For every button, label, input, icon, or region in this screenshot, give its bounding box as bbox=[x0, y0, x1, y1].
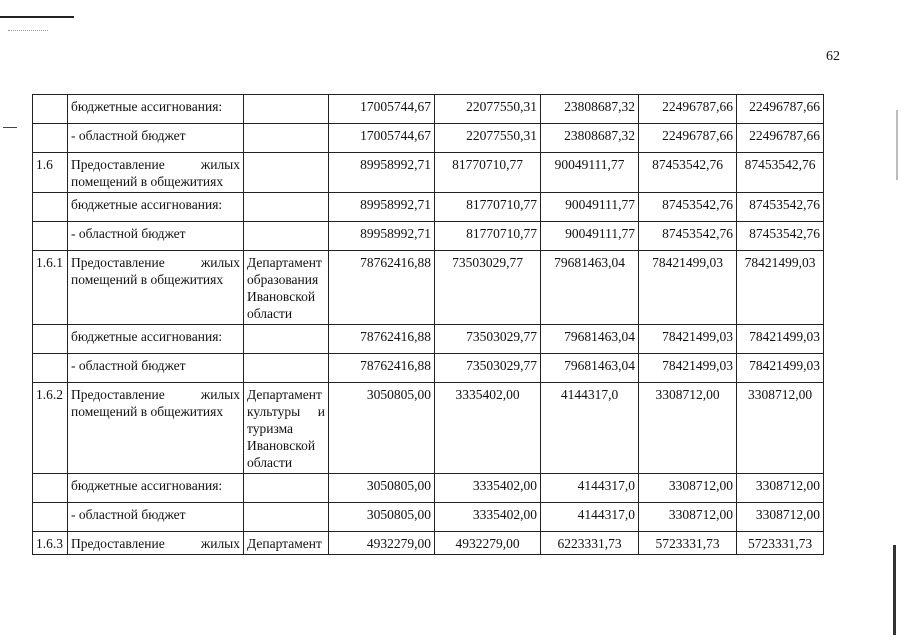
row-name-word-b: жилых bbox=[200, 157, 240, 172]
value-cell: 5723331,73 bbox=[737, 532, 824, 555]
value-cell: 90049111,77 bbox=[541, 153, 639, 193]
row-name-cell bbox=[68, 532, 244, 555]
value-cell: 81770710,77 bbox=[435, 222, 541, 251]
scan-artifact-dots bbox=[8, 30, 48, 31]
table-row-subtotal bbox=[33, 222, 824, 251]
budget-table bbox=[32, 94, 824, 555]
scan-artifact-right-edge-faint bbox=[896, 110, 898, 180]
row-name-cell: бюджетные ассигнования: bbox=[68, 474, 244, 503]
value-cell: 3308712,00 bbox=[639, 503, 737, 532]
value-cell: 81770710,77 bbox=[435, 193, 541, 222]
value-cell: 89958992,71 bbox=[329, 222, 435, 251]
value-cell: 3308712,00 bbox=[737, 383, 824, 474]
row-name-line2: помещений в общежитиях bbox=[71, 174, 224, 189]
row-name-cell: бюджетные ассигнования: bbox=[68, 325, 244, 354]
row-department-cell: Департамент образования Ивановской области bbox=[244, 251, 329, 325]
row-name-line1 bbox=[71, 254, 240, 271]
row-number-cell: 1.6.1 bbox=[33, 251, 68, 325]
row-number-cell bbox=[33, 503, 68, 532]
row-name-word-b: жилых bbox=[200, 255, 240, 270]
table-row-subtotal bbox=[33, 95, 824, 124]
table-row-subtotal bbox=[33, 503, 824, 532]
value-cell: 3335402,00 bbox=[435, 474, 541, 503]
value-cell: 4144317,0 bbox=[541, 383, 639, 474]
row-name-cell: - областной бюджет bbox=[68, 354, 244, 383]
value-cell: 3308712,00 bbox=[737, 474, 824, 503]
value-cell: 78762416,88 bbox=[329, 354, 435, 383]
value-cell: 3308712,00 bbox=[639, 474, 737, 503]
row-name-line1 bbox=[71, 386, 240, 403]
row-number-cell bbox=[33, 325, 68, 354]
table-row-subtotal bbox=[33, 474, 824, 503]
value-cell: 6223331,73 bbox=[541, 532, 639, 555]
row-number-cell bbox=[33, 124, 68, 153]
value-cell: 78421499,03 bbox=[737, 325, 824, 354]
row-name-cell bbox=[68, 251, 244, 325]
row-department-cell bbox=[244, 193, 329, 222]
value-cell: 22077550,31 bbox=[435, 95, 541, 124]
row-department-cell bbox=[244, 474, 329, 503]
value-cell: 87453542,76 bbox=[737, 193, 824, 222]
value-cell: 4144317,0 bbox=[541, 503, 639, 532]
value-cell: 79681463,04 bbox=[541, 325, 639, 354]
value-cell: 89958992,71 bbox=[329, 193, 435, 222]
value-cell: 3050805,00 bbox=[329, 383, 435, 474]
row-name-cell: - областной бюджет bbox=[68, 124, 244, 153]
value-cell: 73503029,77 bbox=[435, 251, 541, 325]
table-row-subtotal bbox=[33, 124, 824, 153]
row-number-cell bbox=[33, 95, 68, 124]
row-name-line1 bbox=[71, 535, 240, 552]
row-number-cell bbox=[33, 222, 68, 251]
value-cell: 78762416,88 bbox=[329, 251, 435, 325]
value-cell: 3308712,00 bbox=[639, 383, 737, 474]
value-cell: 78421499,03 bbox=[639, 325, 737, 354]
value-cell: 87453542,76 bbox=[639, 193, 737, 222]
row-name-word-b: жилых bbox=[200, 387, 240, 402]
value-cell: 5723331,73 bbox=[639, 532, 737, 555]
row-number-cell bbox=[33, 193, 68, 222]
value-cell: 78421499,03 bbox=[639, 354, 737, 383]
row-department-cell bbox=[244, 124, 329, 153]
row-name-cell bbox=[68, 383, 244, 474]
scan-artifact-top-line bbox=[0, 16, 74, 18]
value-cell: 22077550,31 bbox=[435, 124, 541, 153]
value-cell: 81770710,77 bbox=[435, 153, 541, 193]
value-cell: 73503029,77 bbox=[435, 354, 541, 383]
row-department-cell: Департамент bbox=[244, 532, 329, 555]
value-cell: 90049111,77 bbox=[541, 193, 639, 222]
value-cell: 23808687,32 bbox=[541, 95, 639, 124]
row-number-cell: 1.6.2 bbox=[33, 383, 68, 474]
value-cell: 73503029,77 bbox=[435, 325, 541, 354]
value-cell: 17005744,67 bbox=[329, 95, 435, 124]
value-cell: 87453542,76 bbox=[639, 153, 737, 193]
value-cell: 4932279,00 bbox=[435, 532, 541, 555]
value-cell: 87453542,76 bbox=[737, 153, 824, 193]
row-number-cell: 1.6 bbox=[33, 153, 68, 193]
value-cell: 87453542,76 bbox=[737, 222, 824, 251]
row-department-cell bbox=[244, 153, 329, 193]
value-cell: 79681463,04 bbox=[541, 354, 639, 383]
table-row-item bbox=[33, 532, 824, 555]
row-number-cell bbox=[33, 354, 68, 383]
row-department-cell bbox=[244, 503, 329, 532]
value-cell: 78421499,03 bbox=[737, 354, 824, 383]
value-cell: 87453542,76 bbox=[639, 222, 737, 251]
row-name-word-b: жилых bbox=[200, 536, 240, 551]
row-name-word-a: Предоставление bbox=[71, 387, 165, 402]
value-cell: 79681463,04 bbox=[541, 251, 639, 325]
value-cell: 3308712,00 bbox=[737, 503, 824, 532]
value-cell: 78421499,03 bbox=[737, 251, 824, 325]
value-cell: 89958992,71 bbox=[329, 153, 435, 193]
value-cell: 22496787,66 bbox=[639, 124, 737, 153]
value-cell: 22496787,66 bbox=[737, 95, 824, 124]
row-name-cell: бюджетные ассигнования: bbox=[68, 95, 244, 124]
value-cell: 78762416,88 bbox=[329, 325, 435, 354]
row-number-cell: 1.6.3 bbox=[33, 532, 68, 555]
row-department-cell bbox=[244, 354, 329, 383]
row-name-cell bbox=[68, 153, 244, 193]
value-cell: 23808687,32 bbox=[541, 124, 639, 153]
row-number-cell bbox=[33, 474, 68, 503]
row-name-cell: бюджетные ассигнования: bbox=[68, 193, 244, 222]
table-row-subtotal bbox=[33, 325, 824, 354]
table-row-subtotal bbox=[33, 193, 824, 222]
row-name-word-a: Предоставление bbox=[71, 255, 165, 270]
row-name-word-a: Предоставление bbox=[71, 157, 165, 172]
value-cell: 3335402,00 bbox=[435, 503, 541, 532]
value-cell: 4144317,0 bbox=[541, 474, 639, 503]
value-cell: 17005744,67 bbox=[329, 124, 435, 153]
table-row-subtotal bbox=[33, 354, 824, 383]
table-row-item bbox=[33, 153, 824, 193]
page-number: 62 bbox=[826, 49, 840, 64]
budget-table-body bbox=[33, 95, 824, 555]
row-name-line2: помещений в общежитиях bbox=[71, 404, 224, 419]
row-name-cell: - областной бюджет bbox=[68, 222, 244, 251]
value-cell: 78421499,03 bbox=[639, 251, 737, 325]
scan-artifact-left-dash bbox=[3, 127, 17, 128]
row-department-cell bbox=[244, 325, 329, 354]
row-department-cell bbox=[244, 222, 329, 251]
value-cell: 4932279,00 bbox=[329, 532, 435, 555]
value-cell: 3050805,00 bbox=[329, 474, 435, 503]
row-department-cell: Департамент культуры и туризма Ивановской области bbox=[244, 383, 329, 474]
row-name-word-a: Предоставление bbox=[71, 536, 165, 551]
row-department-cell bbox=[244, 95, 329, 124]
row-name-cell: - областной бюджет bbox=[68, 503, 244, 532]
scan-artifact-right-edge bbox=[893, 545, 896, 635]
row-name-line1 bbox=[71, 156, 240, 173]
value-cell: 22496787,66 bbox=[639, 95, 737, 124]
table-row-item bbox=[33, 383, 824, 474]
value-cell: 3050805,00 bbox=[329, 503, 435, 532]
value-cell: 22496787,66 bbox=[737, 124, 824, 153]
value-cell: 3335402,00 bbox=[435, 383, 541, 474]
value-cell: 90049111,77 bbox=[541, 222, 639, 251]
table-row-item bbox=[33, 251, 824, 325]
row-name-line2: помещений в общежитиях bbox=[71, 272, 224, 287]
